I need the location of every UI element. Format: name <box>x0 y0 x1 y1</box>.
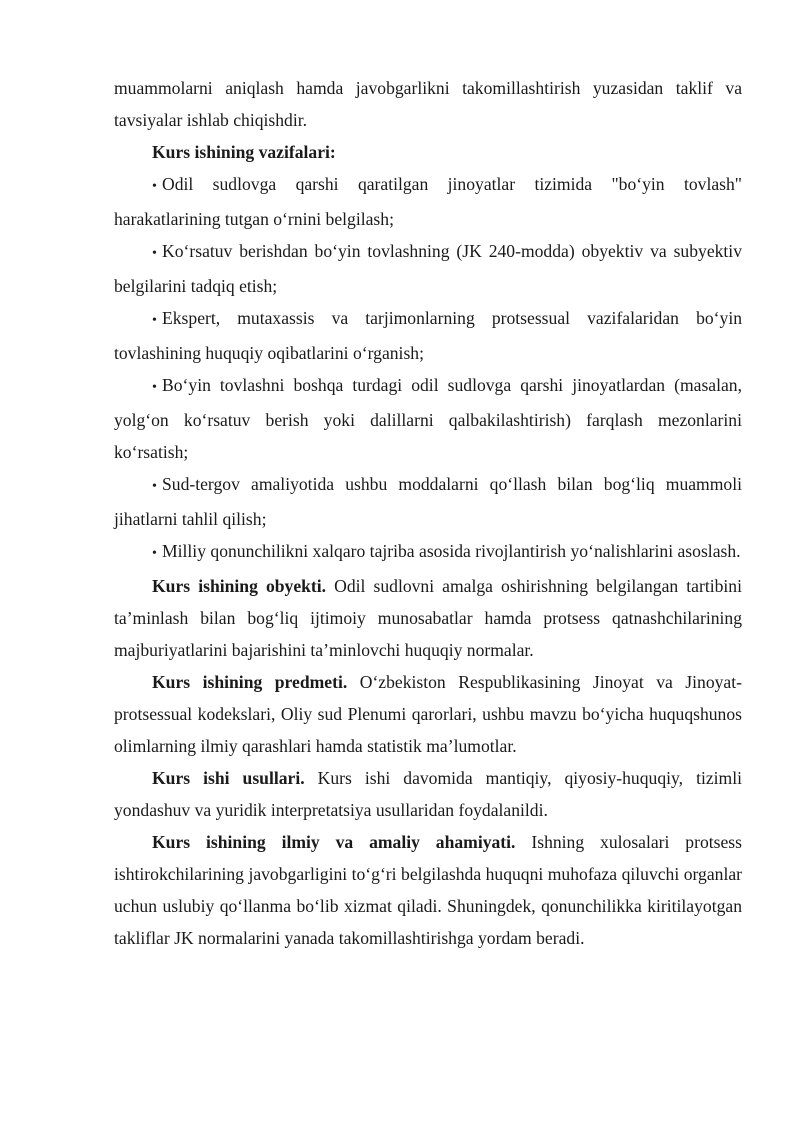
subject-paragraph <box>114 666 742 762</box>
bullet-icon: • <box>152 380 157 395</box>
task-item-text: Bo‘yin tovlashni boshqa turdagi odil sudlovga qarshi jinoyatlardan (masalan, yolg‘on ko‘rsatuv berish yoki dalillarni qalbakilashtirish) farqlash mezonlarini ko‘rsatish; <box>114 375 742 462</box>
significance-text: Ishning xulosalari protsess ishtirokchilarining javobgarligini to‘g‘ri belgilashda huquqni muhofaza qiluvchi organlar uchun uslubiy qo‘llanma bo‘lib xizmat qiladi. Shuningdek, qonunchilikka kiritilayotgan takliflar JK normalarini yanada takomillashtirishga yordam beradi. <box>114 832 743 948</box>
document-page <box>114 72 742 954</box>
task-item <box>114 235 742 302</box>
subject-label: Kurs ishining predmeti. <box>152 672 348 692</box>
task-item-text: Ekspert, mutaxassis va tarjimonlarning protsessual vazifalaridan bo‘yin tovlashining huquqiy oqibatlarini o‘rganish; <box>114 308 742 363</box>
subject-text: O‘zbekiston Respublikasining Jinoyat va Jinoyat-protsessual kodekslari, Oliy sud Plenumi qarorlari, ushbu mavzu bo‘yicha huquqshunos olimlarning ilmiy qarashlari hamda statistik ma’lumotlar. <box>114 672 742 756</box>
task-item-text: Sud-tergov amaliyotida ushbu moddalarni qo‘llash bilan bog‘liq muammoli jihatlarni tahlil qilish; <box>114 474 742 529</box>
methods-label: Kurs ishi usullari. <box>152 768 305 788</box>
task-item <box>114 302 742 369</box>
task-item <box>114 369 742 468</box>
object-label: Kurs ishining obyekti. <box>152 576 327 596</box>
task-item <box>114 535 742 570</box>
task-item-text: Odil sudlovga qarshi qaratilgan jinoyatlar tizimida "bo‘yin tovlash" harakatlarining tutgan o‘rnini belgilash; <box>114 174 742 229</box>
bullet-icon: • <box>152 179 157 194</box>
methods-text: Kurs ishi davomida mantiqiy, qiyosiy-huquqiy, tizimli yondashuv va yuridik interpretatsiya usullaridan foydalanildi. <box>114 768 743 820</box>
task-item <box>114 168 742 235</box>
task-item-text: Ko‘rsatuv berishdan bo‘yin tovlashning (JK 240-modda) obyektiv va subyektiv belgilarini tadqiq etish; <box>114 241 742 296</box>
methods-paragraph <box>114 762 742 826</box>
significance-paragraph <box>114 826 742 954</box>
task-item-text: Milliy qonunchilikni xalqaro tajriba asosida rivojlantirish yo‘nalishlarini asoslash. <box>162 541 741 561</box>
bullet-icon: • <box>152 546 157 561</box>
bullet-icon: • <box>152 313 157 328</box>
bullet-icon: • <box>152 246 157 261</box>
significance-label: Kurs ishining ilmiy va amaliy ahamiyati. <box>152 832 516 852</box>
bullet-icon: • <box>152 479 157 494</box>
tasks-heading: Kurs ishining vazifalari: <box>152 142 336 162</box>
task-item <box>114 468 742 535</box>
object-paragraph <box>114 570 742 666</box>
intro-paragraph: muammolarni aniqlash hamda javobgarlikni takomillashtirish yuzasidan taklif va tavsiyalar ishlab chiqishdir. <box>114 78 742 130</box>
object-text: Odil sudlovni amalga oshirishning belgilangan tartibini ta’minlash bilan bog‘liq ijtimoiy munosabatlar hamda protsess qatnashchilarining majburiyatlarini bajarishini ta’minlovchi huquqiy normalar. <box>114 576 742 660</box>
